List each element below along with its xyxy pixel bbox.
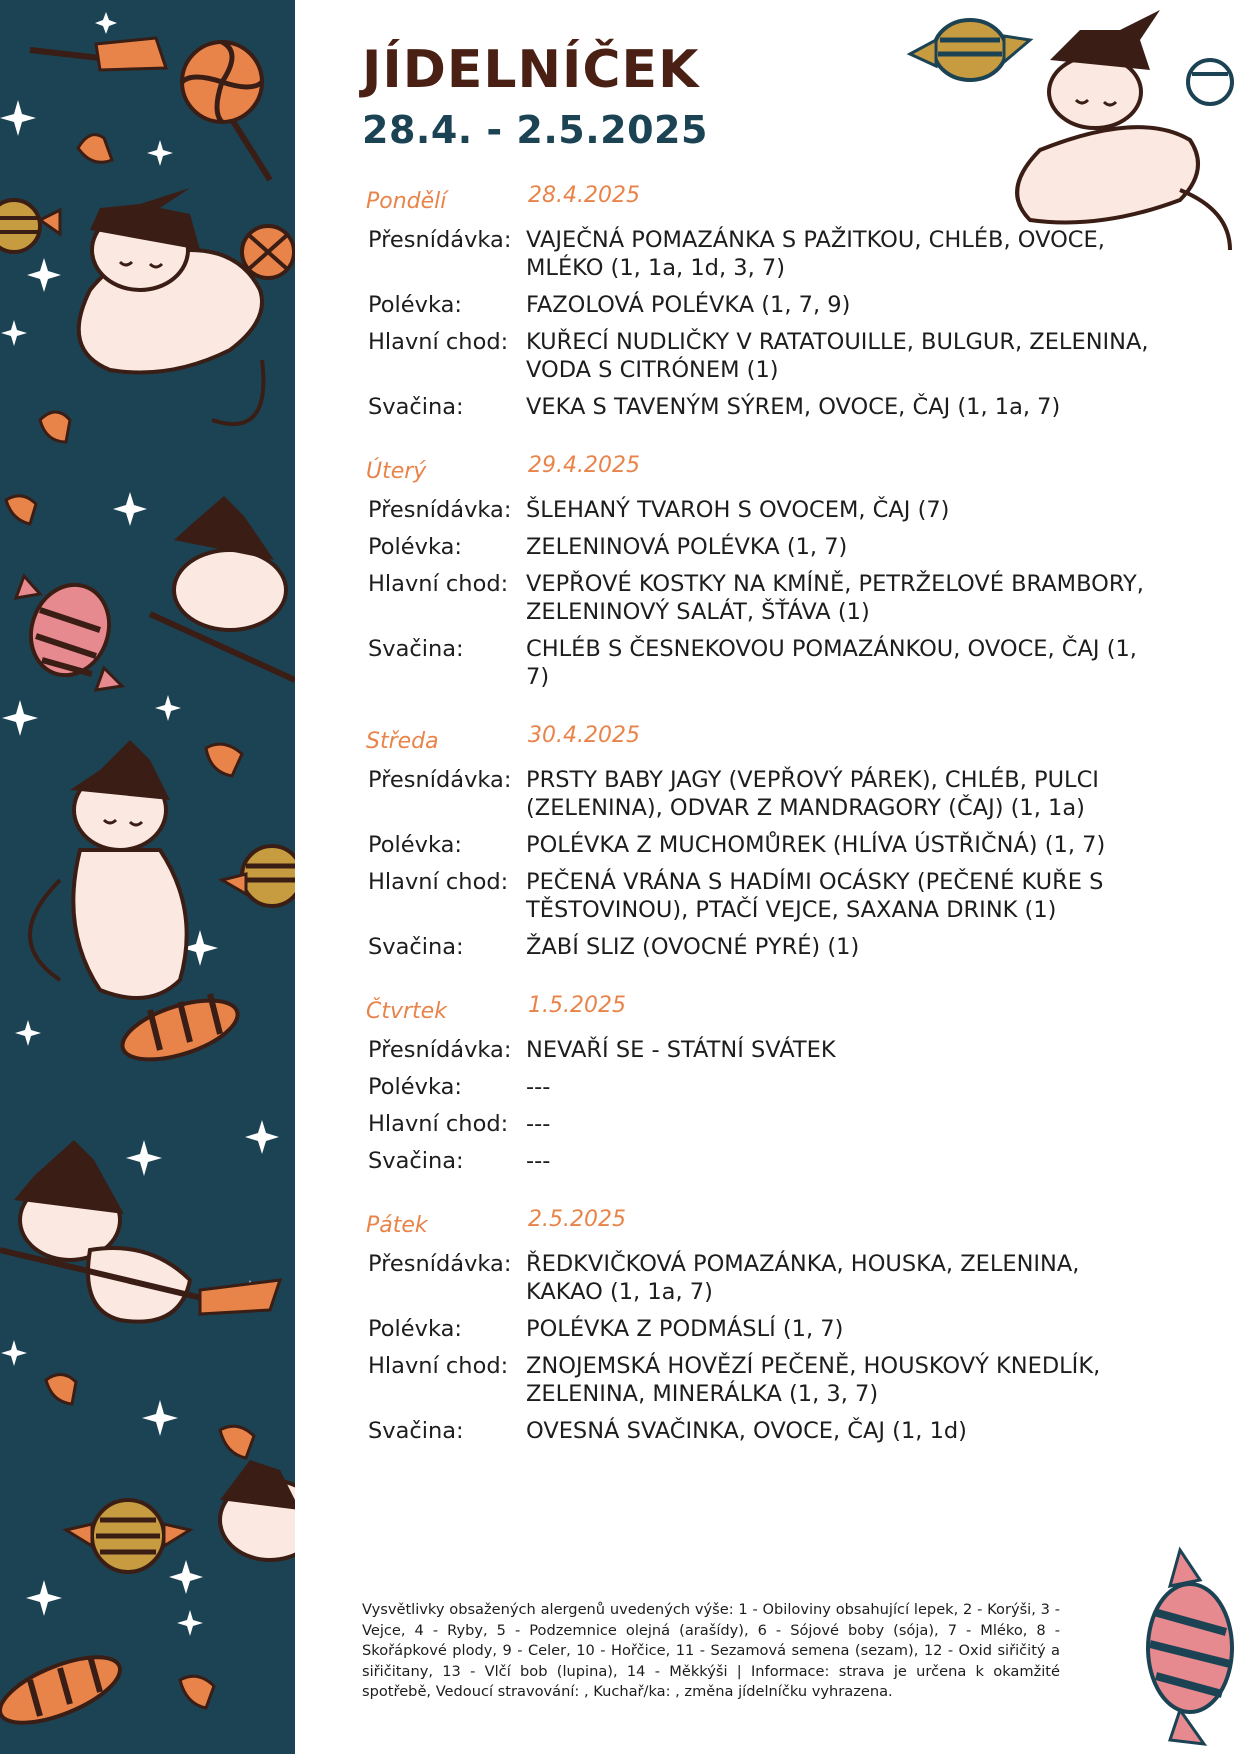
day-header	[366, 1207, 1156, 1245]
meal-row	[366, 1147, 1156, 1175]
meal-label: Hlavní chod:	[368, 1353, 509, 1379]
day-name: Středa	[366, 729, 439, 754]
meal-row	[366, 1250, 1156, 1306]
meal-label: Svačina:	[368, 1148, 464, 1174]
day-section-tuesday	[366, 453, 1156, 723]
day-section-thursday	[366, 993, 1156, 1207]
meal-text: POLÉVKA Z PODMÁSLÍ (1, 7)	[526, 1316, 844, 1342]
meal-text: ---	[526, 1074, 551, 1100]
star-icon	[15, 1020, 41, 1046]
meal-label: Hlavní chod:	[368, 1111, 509, 1137]
day-date: 30.4.2025	[528, 723, 640, 748]
week-date-range: 28.4. - 2.5.2025	[362, 108, 708, 152]
meal-label: Hlavní chod:	[368, 571, 509, 597]
meal-label: Polévka:	[368, 1074, 462, 1100]
star-icon	[169, 1560, 203, 1594]
star-icon	[27, 258, 61, 292]
candy-icon	[222, 846, 295, 906]
star-icon	[142, 1400, 178, 1436]
halloween-pattern-strip	[0, 0, 295, 1754]
meal-row	[366, 868, 1156, 924]
day-date: 29.4.2025	[528, 453, 640, 478]
meal-label: Polévka:	[368, 1316, 462, 1342]
cat-witch-icon	[220, 1460, 295, 1560]
meal-text: VEPŘOVÉ KOSTKY NA KMÍNĚ, PETRŽELOVÉ BRAMBORY, ZELENINOVÝ SALÁT, ŠŤÁVA (1)	[526, 571, 1144, 625]
meal-label: Polévka:	[368, 292, 462, 318]
day-name: Pondělí	[366, 189, 447, 214]
meal-text: KUŘECÍ NUDLIČKY V RATATOUILLE, BULGUR, ZELENINA, VODA S CITRÓNEM (1)	[526, 329, 1149, 383]
day-name: Úterý	[366, 459, 427, 484]
meal-label: Svačina:	[368, 1418, 464, 1444]
meal-text: ---	[526, 1148, 551, 1174]
meal-text: FAZOLOVÁ POLÉVKA (1, 7, 9)	[526, 292, 851, 318]
day-header	[366, 993, 1156, 1031]
allergen-footnote: Vysvětlivky obsažených alergenů uvedených výše: 1 - Obiloviny obsahující lepek, 2 - Korýši, 3 - Vejce, 4 - Ryby, 5 - Podzemnice olejná (arašídy), 6 - Sójové boby (sója), 7 - Mléko, 8 - Skořápkové plody, 9 - Celer, 10 - Hořčice, 11 - Sezamová semena (sezam), 12 - Oxid siřičitý a siřičitany, 13 - Vlčí bob (lupina), 14 - Měkkýši | Informace: strava je určena k okamžité spotřebě, Vedoucí stravování: , Kuchař/ka: , změna jídelníčku vyhrazena.	[362, 1601, 1060, 1701]
day-name: Čtvrtek	[366, 999, 447, 1024]
meal-text: CHLÉB S ČESNEKOVOU POMAZÁNKOU, OVOCE, ČAJ (1, 7)	[526, 636, 1137, 690]
star-icon	[2, 700, 38, 736]
star-icon	[155, 695, 181, 721]
day-section-friday	[366, 1207, 1156, 1457]
candy-corn-icon	[78, 135, 112, 163]
candy-corn-icon	[220, 1426, 254, 1458]
candy-icon	[242, 226, 294, 278]
day-date: 1.5.2025	[528, 993, 626, 1018]
meal-text: PEČENÁ VRÁNA S HADÍMI OCÁSKY (PEČENÉ KUŘE S TĚSTOVINOU), PTAČÍ VEJCE, SAXANA DRINK (1)	[526, 869, 1104, 923]
meal-label: Přesnídávka:	[368, 1037, 512, 1063]
meal-row	[366, 533, 1156, 561]
meal-row	[366, 1073, 1156, 1101]
meal-label: Přesnídávka:	[368, 767, 512, 793]
menu-days	[366, 183, 1156, 1457]
cat-witch-icon	[30, 740, 187, 998]
meal-row	[366, 831, 1156, 859]
star-icon	[1, 320, 27, 346]
candy-corn-icon	[46, 1374, 76, 1404]
meal-label: Svačina:	[368, 394, 464, 420]
meal-row	[366, 1352, 1156, 1408]
meal-row	[366, 1110, 1156, 1138]
meal-row	[366, 496, 1156, 524]
candy-icon	[0, 1644, 128, 1736]
meal-row	[366, 291, 1156, 319]
meal-label: Svačina:	[368, 636, 464, 662]
meal-label: Hlavní chod:	[368, 329, 509, 355]
star-icon	[177, 1610, 203, 1636]
cat-witch-icon	[0, 1140, 280, 1322]
candy-icon	[1140, 1540, 1240, 1750]
cat-witch-icon	[79, 188, 264, 424]
meal-row	[366, 226, 1156, 282]
lollipop-icon	[182, 42, 270, 180]
page-title: JÍDELNÍČEK	[362, 40, 700, 100]
star-icon	[245, 1120, 279, 1154]
candy-corn-icon	[40, 412, 70, 442]
candy-icon	[1188, 60, 1232, 104]
candy-icon	[0, 200, 60, 252]
day-header	[366, 723, 1156, 761]
meal-text: VEKA S TAVENÝM SÝREM, OVOCE, ČAJ (1, 1a, 7)	[526, 394, 1061, 420]
candy-icon	[16, 574, 122, 690]
meal-row	[366, 1417, 1156, 1445]
day-name: Pátek	[366, 1213, 428, 1238]
star-icon	[113, 492, 147, 526]
meal-text: ---	[526, 1111, 551, 1137]
meal-label: Přesnídávka:	[368, 497, 512, 523]
meal-label: Svačina:	[368, 934, 464, 960]
meal-row	[366, 1036, 1156, 1064]
star-icon	[1, 1340, 27, 1366]
meal-label: Hlavní chod:	[368, 869, 509, 895]
day-header	[366, 453, 1156, 491]
day-header	[366, 183, 1156, 221]
meal-text: ŽABÍ SLIZ (OVOCNÉ PYRÉ) (1)	[526, 934, 860, 960]
star-icon	[126, 1140, 162, 1176]
meal-text: NEVAŘÍ SE - STÁTNÍ SVÁTEK	[526, 1037, 836, 1063]
meal-text: PRSTY BABY JAGY (VEPŘOVÝ PÁREK), CHLÉB, PULCI (ZELENINA), ODVAR Z MANDRAGORY (ČAJ) (1, 1a)	[526, 767, 1099, 821]
meal-text: ZELENINOVÁ POLÉVKA (1, 7)	[526, 534, 848, 560]
star-icon	[26, 1580, 62, 1616]
candy-corn-icon	[6, 496, 36, 524]
meal-label: Polévka:	[368, 832, 462, 858]
candy-icon	[66, 1500, 190, 1572]
broom-icon	[30, 38, 166, 70]
star-icon	[95, 12, 117, 34]
meal-row	[366, 766, 1156, 822]
cat-witch-icon	[150, 496, 295, 680]
candy-corn-icon	[180, 1676, 214, 1708]
meal-text: VAJEČNÁ POMAZÁNKA S PAŽITKOU, CHLÉB, OVOCE, MLÉKO (1, 1a, 1d, 3, 7)	[526, 227, 1105, 281]
candy-icon	[910, 20, 1030, 80]
meal-row	[366, 393, 1156, 421]
meal-row	[366, 328, 1156, 384]
meal-text: ŠLEHANÝ TVAROH S OVOCEM, ČAJ (7)	[526, 497, 950, 523]
day-section-wednesday	[366, 723, 1156, 993]
halloween-pattern	[0, 0, 295, 1754]
meal-text: OVESNÁ SVAČINKA, OVOCE, ČAJ (1, 1d)	[526, 1418, 967, 1444]
day-date: 2.5.2025	[528, 1207, 626, 1232]
day-date: 28.4.2025	[528, 183, 640, 208]
meal-text: POLÉVKA Z MUCHOMŮREK (HLÍVA ÚSTŘIČNÁ) (1, 7)	[526, 832, 1106, 858]
meal-label: Polévka:	[368, 534, 462, 560]
day-section-monday	[366, 183, 1156, 453]
meal-row	[366, 635, 1156, 691]
candy-icon	[116, 989, 245, 1072]
meal-label: Přesnídávka:	[368, 227, 512, 253]
meal-row	[366, 1315, 1156, 1343]
meal-row	[366, 933, 1156, 961]
meal-text: ŘEDKVIČKOVÁ POMAZÁNKA, HOUSKA, ZELENINA, KAKAO (1, 1a, 7)	[526, 1251, 1080, 1305]
candy-corn-icon	[206, 744, 242, 776]
meal-row	[366, 570, 1156, 626]
meal-label: Přesnídávka:	[368, 1251, 512, 1277]
star-icon	[147, 140, 173, 166]
star-icon	[0, 100, 36, 136]
meal-text: ZNOJEMSKÁ HOVĚZÍ PEČENĚ, HOUSKOVÝ KNEDLÍK, ZELENINA, MINERÁLKA (1, 3, 7)	[526, 1353, 1101, 1407]
